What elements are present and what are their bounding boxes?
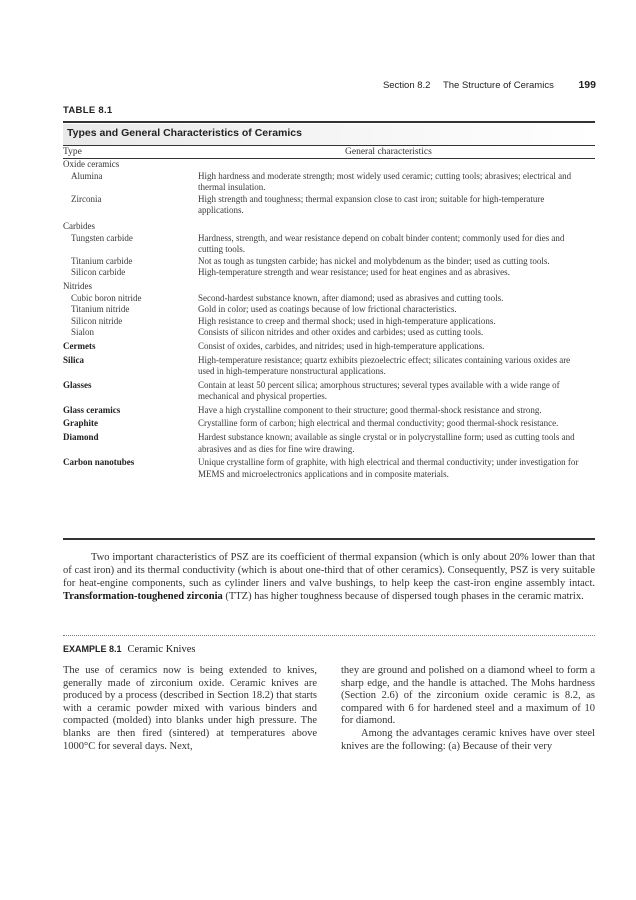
row-type: Alumina bbox=[71, 170, 103, 181]
row-description: Consist of oxides, carbides, and nitrides; used in high-temperature applications. bbox=[198, 340, 485, 351]
row-type: Cermets bbox=[63, 340, 96, 351]
row-description: Contain at least 50 percent silica; amorphous structures; several types available with a wide range of mechanical and physical properties. bbox=[198, 379, 560, 402]
table-row bbox=[63, 171, 595, 194]
row-type: Silica bbox=[63, 354, 85, 365]
column-header-characteristics: General characteristics bbox=[345, 147, 432, 157]
example-title: Ceramic Knives bbox=[127, 644, 196, 655]
group-nitrides: Nitrides bbox=[63, 280, 92, 291]
table-row bbox=[63, 341, 595, 353]
row-type: Silicon nitride bbox=[71, 315, 123, 326]
table-row bbox=[63, 304, 595, 316]
row-description: High hardness and moderate strength; most widely used ceramic; cutting tools; abrasives; electrical and thermal insulation. bbox=[198, 170, 572, 193]
table-row bbox=[63, 380, 595, 403]
table-bottom-rule bbox=[63, 538, 595, 540]
row-description: Have a high crystalline component to their structure; good thermal-shock resistance and strong. bbox=[198, 404, 542, 415]
row-type: Glasses bbox=[63, 379, 92, 390]
running-title: The Structure of Ceramics bbox=[442, 80, 554, 91]
table-row bbox=[63, 316, 595, 328]
row-description: Consists of silicon nitrides and other oxides and carbides; used as cutting tools. bbox=[198, 327, 484, 338]
row-description: Hardest substance known; available as single crystal or in polycrystalline form; used as cutting tools and abrasives and as dies for fine wire drawing. bbox=[198, 432, 575, 454]
row-type: Carbon nanotubes bbox=[63, 457, 135, 468]
example-column-left bbox=[63, 665, 317, 753]
row-type: Titanium nitride bbox=[71, 304, 130, 315]
row-description: Hardness, strength, and wear resistance depend on cobalt binder content; commonly used for dies and cutting tools. bbox=[198, 232, 565, 255]
row-description: High strength and toughness; thermal expansion close to cast iron; suitable for high-temperature applications. bbox=[198, 193, 545, 216]
row-type: Sialon bbox=[71, 327, 95, 338]
table-row bbox=[63, 327, 595, 339]
row-type: Titanium carbide bbox=[71, 255, 133, 266]
table-row bbox=[63, 432, 595, 455]
example-text: The use of ceramics now is being extended to knives, generally made of zirconium oxide. Ceramic knives are produced by a process (described in Section 18.2) that starts with a ceramic powder mixed with various binders and compacted (molded) into blanks under high pressure. The blanks are then fired (sintered) at temperatures above 1000°C for several days. Next, bbox=[63, 665, 317, 752]
row-type: Diamond bbox=[63, 432, 99, 443]
group-carbides: Carbides bbox=[63, 220, 95, 231]
group-oxide-ceramics: Oxide ceramics bbox=[63, 159, 120, 169]
row-description: High-temperature resistance; quartz exhibits piezoelectric effect; silicates containing various oxides are used in high-temperature nonstructural applications. bbox=[198, 354, 571, 377]
table-top-rule bbox=[63, 121, 595, 123]
row-description: Second-hardest substance known, after diamond; used as abrasives and cutting tools. bbox=[198, 292, 504, 303]
paragraph-text-b: (TTZ) has higher toughness because of dispersed tough phases in the ceramic matrix. bbox=[222, 591, 584, 602]
row-description: Unique crystalline form of graphite, with high electrical and thermal conductivity; under investigation for MEMS and microelectronics applications and in composite materials. bbox=[198, 457, 579, 479]
row-type: Cubic boron nitride bbox=[71, 292, 142, 303]
table-row bbox=[63, 418, 595, 430]
example-label: EXAMPLE 8.1 bbox=[63, 644, 122, 654]
row-type: Glass ceramics bbox=[63, 404, 121, 415]
table-row bbox=[63, 233, 595, 256]
section-number: Section 8.2 bbox=[382, 80, 431, 91]
running-head bbox=[383, 79, 596, 91]
example-text: they are ground and polished on a diamond wheel to form a sharp edge, and the handle is attached. The Mohs hardness (Section 2.6) of the zirconium oxide ceramic is 8.2, as compared with 6 for hardened steel and a maximum of 10 for diamond. bbox=[341, 665, 595, 727]
table-row bbox=[63, 267, 595, 279]
table-title-rule bbox=[63, 145, 595, 146]
page-number: 199 bbox=[578, 79, 596, 91]
row-description: High-temperature strength and wear resistance; used for heat engines and as abrasives. bbox=[198, 267, 510, 278]
example-heading bbox=[63, 644, 195, 655]
row-description: Not as tough as tungsten carbide; has nickel and molybdenum as the binder; used as cutting tools. bbox=[198, 255, 550, 266]
example-text: Among the advantages ceramic knives have over steel knives are the following: (a) Because of their very bbox=[341, 727, 595, 752]
table-label: TABLE 8.1 bbox=[63, 105, 113, 116]
paragraph-term: Transformation-toughened zirconia bbox=[63, 591, 223, 602]
table-row bbox=[63, 405, 595, 417]
table-row bbox=[63, 293, 595, 305]
column-header-type: Type bbox=[63, 147, 82, 157]
row-type: Graphite bbox=[63, 418, 98, 429]
row-description: High resistance to creep and thermal shock; used in high-temperature applications. bbox=[198, 315, 496, 326]
body-paragraph bbox=[63, 551, 595, 603]
table-row bbox=[63, 457, 595, 480]
row-type: Silicon carbide bbox=[71, 267, 126, 278]
row-type: Tungsten carbide bbox=[71, 232, 133, 243]
table-row bbox=[63, 194, 595, 217]
row-type: Zirconia bbox=[71, 193, 102, 204]
example-column-right bbox=[341, 665, 595, 753]
example-divider bbox=[63, 635, 595, 636]
table-title: Types and General Characteristics of Ceramics bbox=[67, 127, 302, 139]
row-description: Crystalline form of carbon; high electrical and thermal conductivity; good thermal-shock resistance. bbox=[198, 418, 559, 429]
table-row bbox=[63, 355, 595, 378]
ceramics-table-body bbox=[63, 159, 595, 480]
table-row bbox=[63, 256, 595, 268]
paragraph-text-a: Two important characteristics of PSZ are its coefficient of thermal expansion (which is only about 20% lower than that of cast iron) and its thermal conductivity (which is about one-third that of other ceramics). Consequently, PSZ is very suitable for heat-engine components, such as cylinder liners and valve bushings, to help keep the cast-iron engine assembly intact. bbox=[63, 552, 595, 589]
row-description: Gold in color; used as coatings because of low frictional characteristics. bbox=[198, 304, 457, 315]
